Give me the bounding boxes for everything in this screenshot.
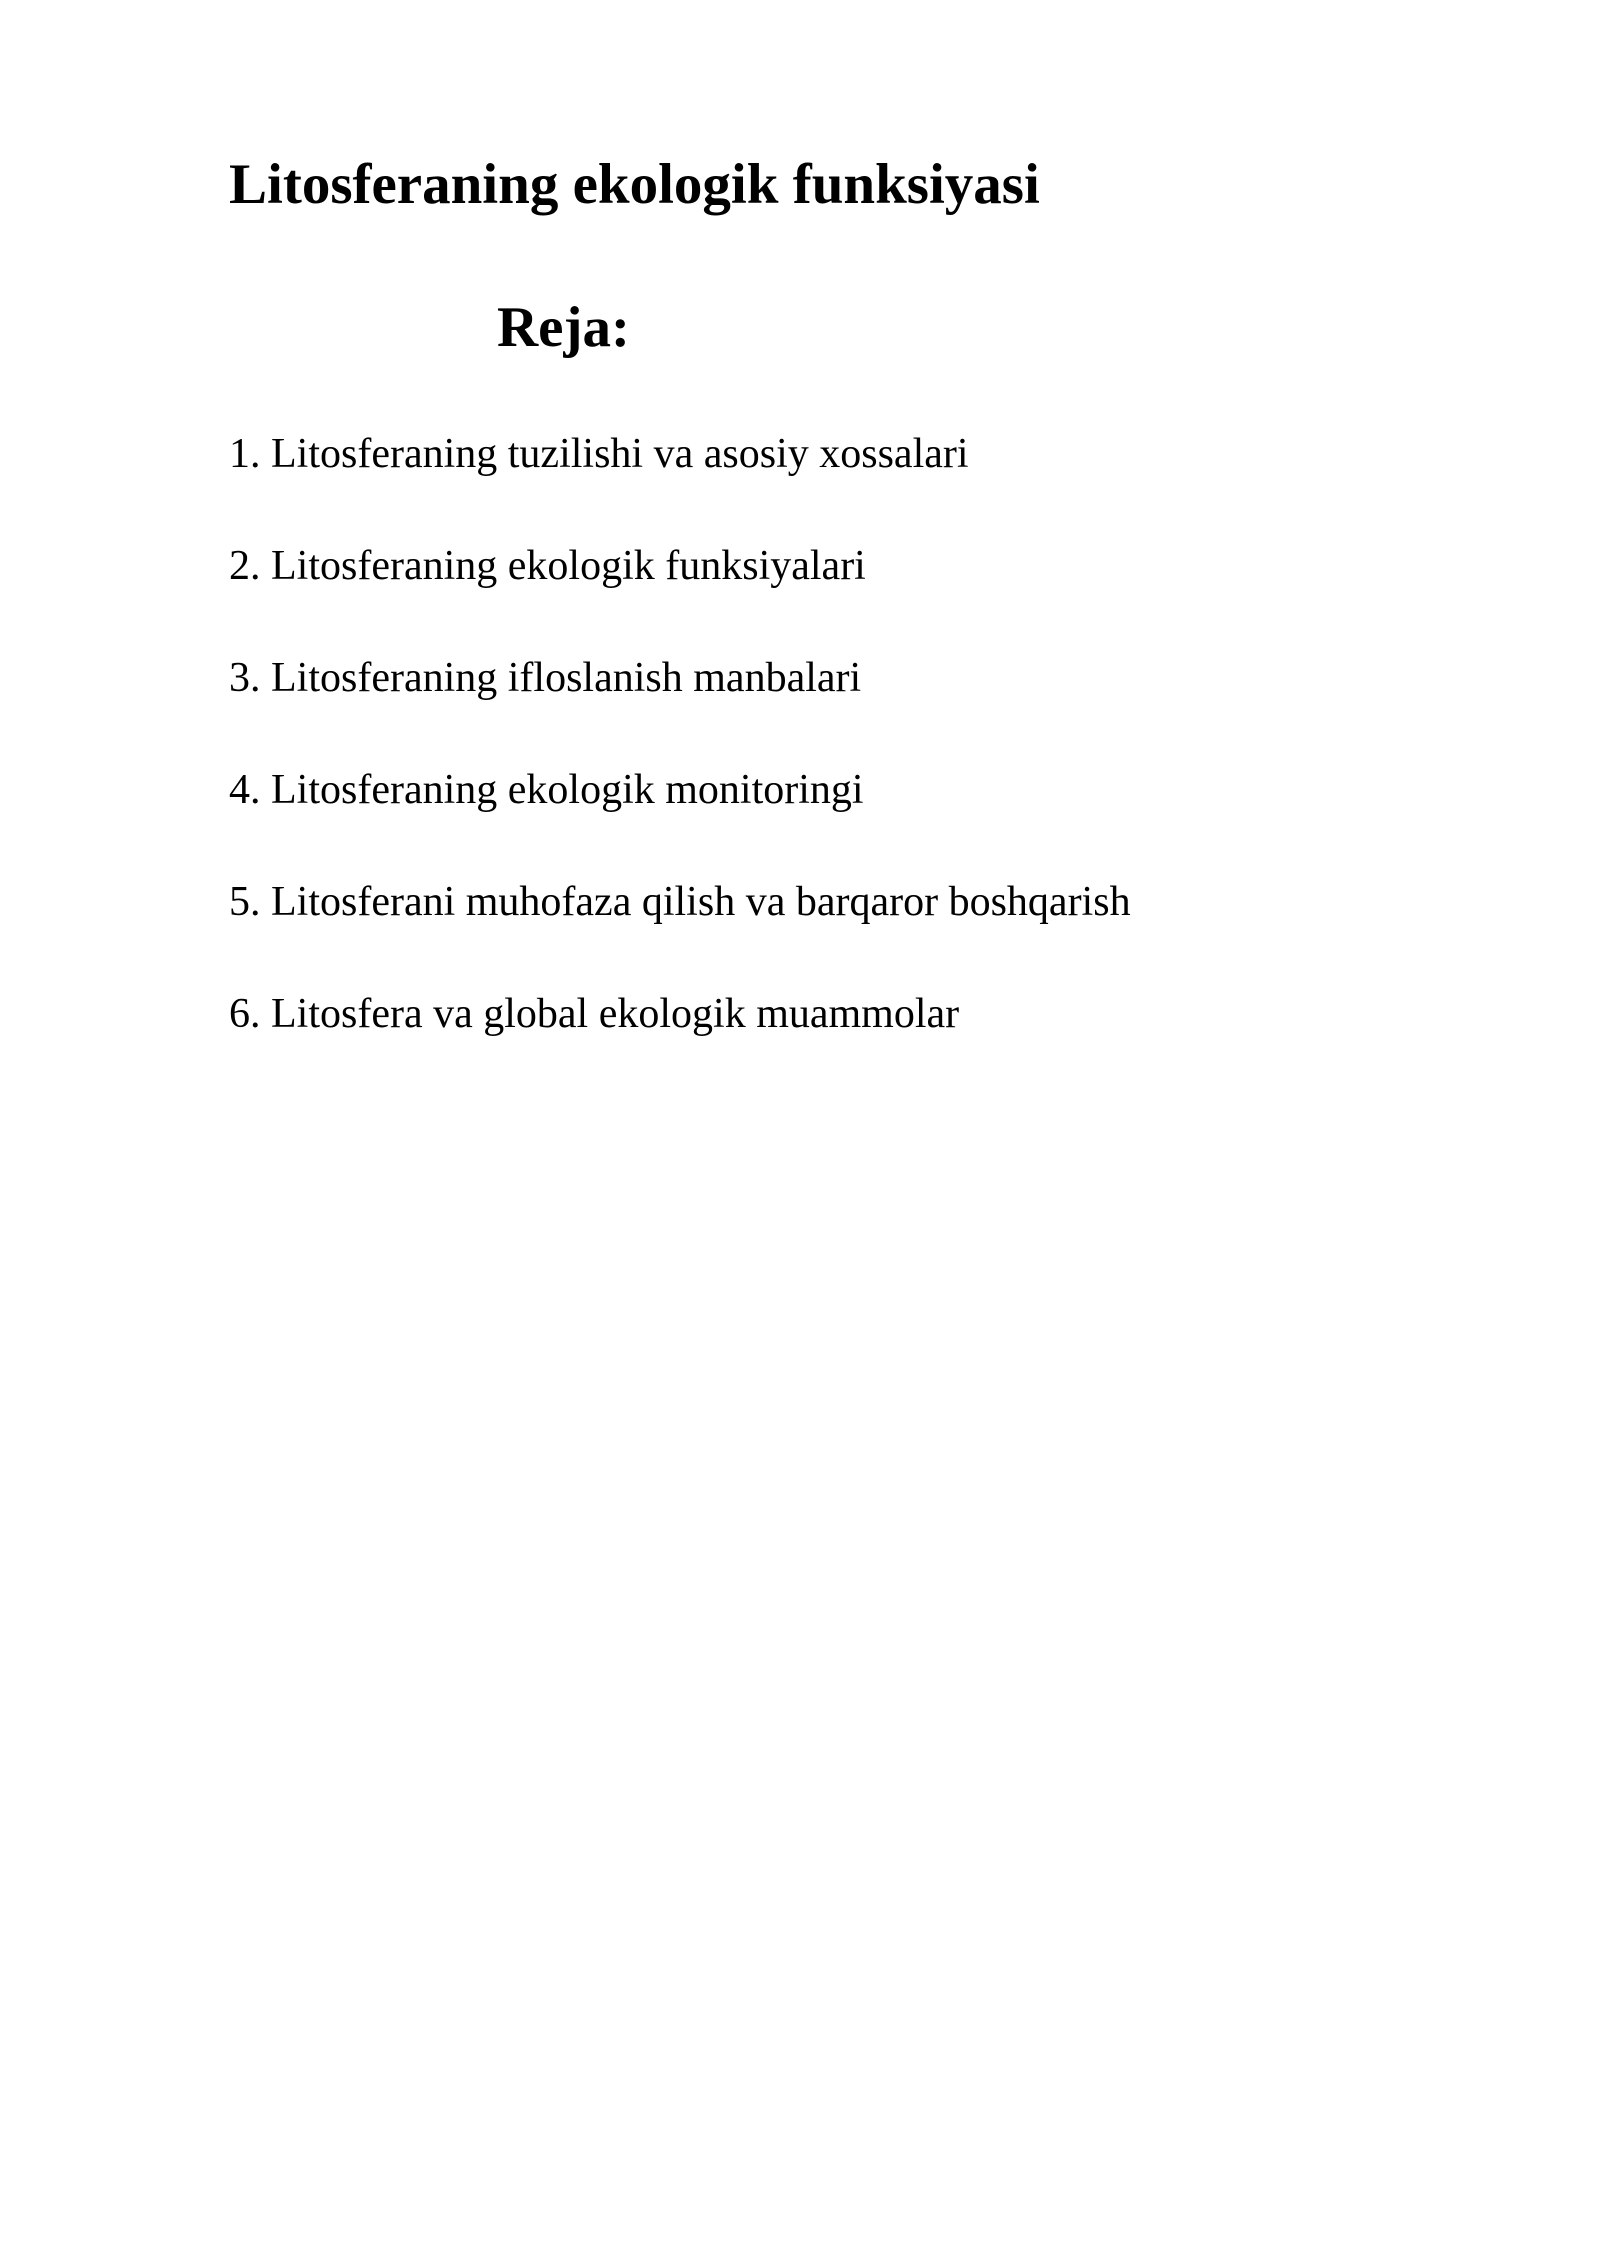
plan-item: 4. Litosferaning ekologik monitoringi xyxy=(229,767,864,813)
plan-item: 5. Litosferani muhofaza qilish va barqaror boshqarish xyxy=(229,879,1131,925)
document-title: Litosferaning ekologik funksiyasi xyxy=(229,153,1040,216)
plan-item: 3. Litosferaning ifloslanish manbalari xyxy=(229,655,862,701)
plan-heading: Reja: xyxy=(497,296,630,359)
plan-item: 1. Litosferaning tuzilishi va asosiy xossalari xyxy=(229,431,969,477)
plan-item: 6. Litosfera va global ekologik muammolar xyxy=(229,991,960,1037)
plan-list xyxy=(229,428,1131,1040)
plan-item: 2. Litosferaning ekologik funksiyalari xyxy=(229,543,866,589)
